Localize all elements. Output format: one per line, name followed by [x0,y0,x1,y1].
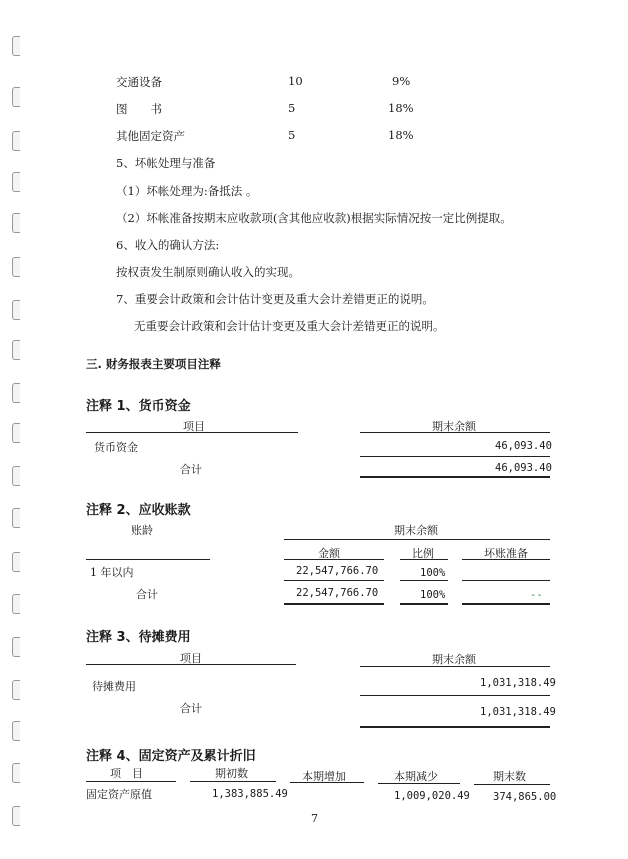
note4-col-increase: 本期增加 [302,770,346,783]
note3-total-value: 1,031,318.49 [480,706,556,718]
dep-row-rate: 18% [388,101,414,115]
note1-title: 注释 1、货币资金 [86,399,191,414]
para-policy-change-heading: 7、重要会计政策和会计估计变更及重大会计差错更正的说明。 [116,292,434,306]
para-revenue-heading: 6、收入的确认方法: [116,238,220,252]
note2-total-allowance: -- [530,589,543,601]
note2-total-amount: 22,547,766.70 [296,587,379,599]
dep-row-years: 5 [288,128,296,142]
note4-col-begin: 期初数 [215,767,248,780]
note2-col-ratio: 比例 [412,547,434,560]
para-bad-debt-allowance: （2）坏帐准备按期末应收款项(含其他应收款)根据实际情况按一定比例提取。 [116,211,512,225]
note2-total-ratio: 100% [420,589,446,601]
note2-col-amount: 金额 [318,547,340,560]
dep-row-name: 其他固定资产 [116,129,185,143]
note2-total-label: 合计 [136,588,158,601]
note2-col-group: 期末余额 [394,524,438,537]
para-revenue-method: 按权责发生制原则确认收入的实现。 [116,265,300,279]
note3-row-label: 待摊费用 [92,680,136,693]
note4-row-label: 固定资产原值 [86,788,152,801]
note1-row-label: 货币资金 [94,441,138,454]
note4-col-item: 项 目 [110,767,143,780]
note2-row-label: 1 年以内 [90,566,134,579]
note4-row-end: 374,865.00 [493,791,557,803]
para-policy-change-body: 无重要会计政策和会计估计变更及重大会计差错更正的说明。 [134,319,445,333]
dep-row-years: 10 [288,74,303,88]
dep-row-rate: 18% [388,128,414,142]
page-number: 7 [311,812,318,825]
note3-row-value: 1,031,318.49 [480,677,556,689]
note1-col-item: 项目 [183,420,205,433]
note2-title: 注释 2、应收账款 [86,503,191,518]
note4-row-decrease: 1,009,020.49 [394,790,470,802]
section-title: 三. 财务报表主要项目注释 [86,357,221,371]
note3-title: 注释 3、待摊费用 [86,630,191,645]
note1-total-value: 46,093.40 [495,462,552,474]
note3-col-amount: 期末余额 [432,653,476,666]
dep-row-name: 交通设备 [116,75,162,89]
para-bad-debt-method: （1）坏帐处理为:备抵法 。 [116,184,258,198]
dep-row-rate: 9% [392,74,411,88]
note2-row-ratio: 100% [420,567,446,579]
note3-col-item: 项目 [180,652,202,665]
note4-col-end: 期末数 [493,770,526,783]
note1-total-label: 合计 [180,463,202,476]
note2-col-age: 账龄 [131,524,153,537]
dep-row-years: 5 [288,101,296,115]
note4-col-decrease: 本期减少 [394,770,438,783]
note1-col-amount: 期末余额 [432,420,476,433]
dep-row-name: 图 书 [116,102,162,116]
note1-row-value: 46,093.40 [495,440,552,452]
note2-col-allowance: 坏账准备 [484,547,528,560]
note4-row-begin: 1,383,885.49 [212,788,288,800]
note4-title: 注释 4、固定资产及累计折旧 [86,749,256,764]
note3-total-label: 合计 [180,702,202,715]
para-bad-debt-heading: 5、坏帐处理与准备 [116,156,216,170]
note2-row-amount: 22,547,766.70 [296,565,379,577]
